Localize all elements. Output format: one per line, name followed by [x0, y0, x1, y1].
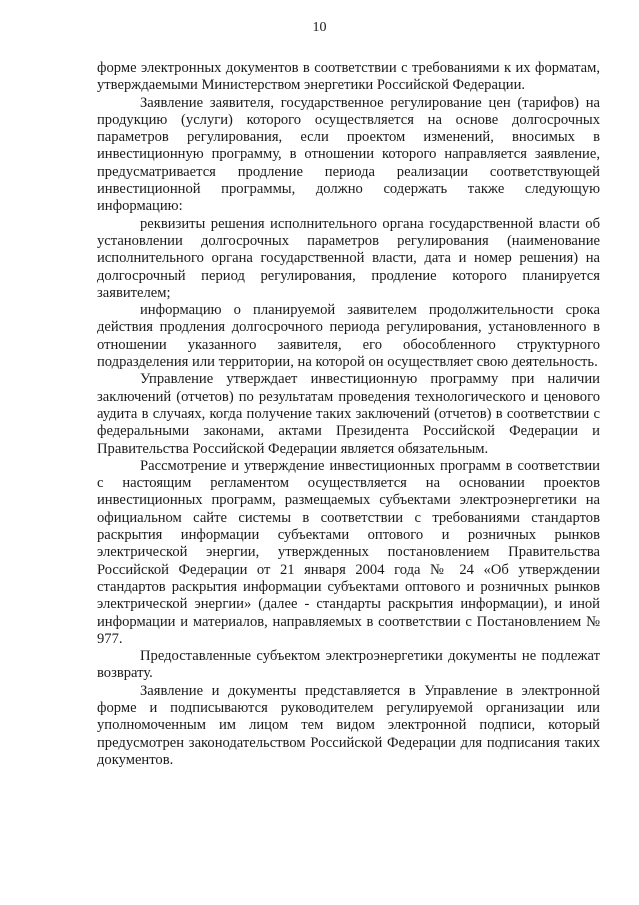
paragraph-review-basis: Рассмотрение и утверждение инвестиционных программ в соответствии с настоящим регламентом осуществляется на основании проектов инвестиционных программ, размещаемых субъектами электроэнергетики на официальном сайте системы в соответствии с требованиями стандартов раскрытия информации субъектами оптового и розничных рынков электрической энергии, утвержденных постановлением Правительства Российской Федерации от 21 января 2004 года № 24 «Об утверждении стандартов раскрытия информации субъектами оптового и розничных рынков электрической энергии» (далее - стандарты раскрытия информации), и иной информации и материалов, направляемых в соответствии с Постановлением № 977.: [97, 457, 600, 647]
document-body: [97, 60, 600, 769]
paragraph-approval-audit: Управление утверждает инвестиционную программу при наличии заключений (отчетов) по результатам проведения технологического и ценового аудита в случаях, когда получение таких заключений (отчетов) в соответствии с федеральными законами, актами Президента Российской Федерации и Правительства Российской Федерации является обязательным.: [97, 371, 600, 457]
paragraph-electronic-submission: Заявление и документы представляется в Управление в электронной форме и подписываются руководителем регулируемой организации или уполномоченным им лицом тем видом электронной подписи, который предусмотрен законодательством Российской Федерации для подписания таких документов.: [97, 682, 600, 768]
paragraph-continuation: форме электронных документов в соответствии с требованиями к их форматам, утверждаемыми Министерством энергетики Российской Федерации.: [97, 60, 600, 94]
paragraph-extension-duration: информацию о планируемой заявителем продолжительности срока действия продления долгосрочного периода регулирования, установленного в отношении указанного заявителя, его обособленного структурного подразделения или территории, на которой он осуществляет свою деятельность.: [97, 302, 600, 371]
paragraph-decision-details: реквизиты решения исполнительного органа государственной власти об установлении долгосрочных параметров регулирования (наименование исполнительного органа государственной власти, дата и номер решения) на долгосрочный период регулирования, продление которого планируется заявителем;: [97, 215, 600, 301]
page-number: 10: [312, 20, 327, 35]
paragraph-no-return: Предоставленные субъектом электроэнергетики документы не подлежат возврату.: [97, 648, 600, 682]
paragraph-applicant-statement: Заявление заявителя, государственное регулирование цен (тарифов) на продукцию (услуги) которого осуществляется на основе долгосрочных параметров регулирования, если проектом изменений, вносимых в инвестиционную программу, в отношении которого направляется заявление, предусматривается продление периода реализации соответствующей инвестиционной программы, должно содержать также следующую информацию:: [97, 94, 600, 215]
